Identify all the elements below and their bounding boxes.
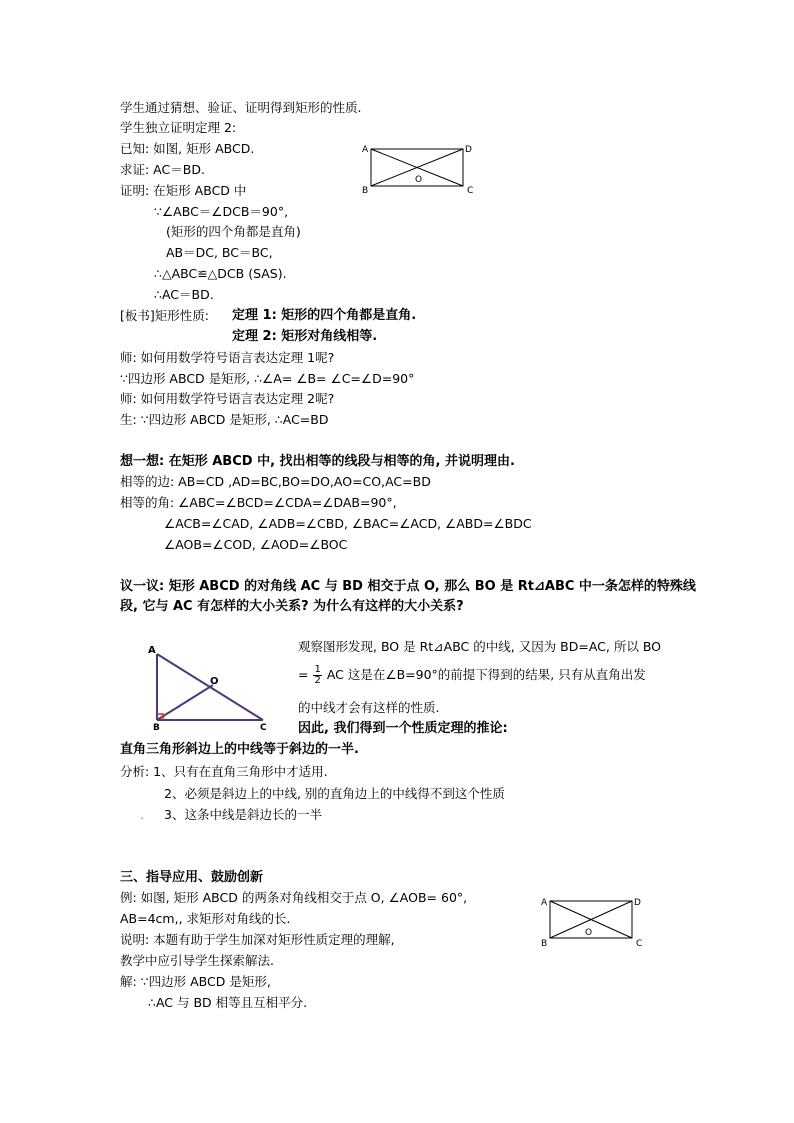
text-line: ∴AC 与 BD 相等且互相平分.	[148, 995, 308, 1010]
text-line: 因此, 我们得到一个性质定理的推论:	[298, 721, 508, 736]
text-line: 例: 如图, 矩形 ABCD 的两条对角线相交于点 O, ∠AOB= 60°,	[120, 890, 468, 905]
text-line: (矩形的四个角都是直角)	[166, 224, 301, 239]
text-line: 学生独立证明定理 2:	[120, 120, 237, 135]
rectangle-figure-2	[538, 893, 648, 951]
text-line: 生: ∵四边形 ABCD 是矩形, ∴AC=BD	[120, 412, 329, 427]
text-line: 观察图形发现, BO 是 Rt⊿ABC 的中线, 又因为 BD=AC, 所以 BO	[298, 639, 662, 654]
theorem-2: 定理 2: 矩形对角线相等.	[232, 329, 378, 344]
text-line: 2、必须是斜边上的中线, 别的直角边上的中线得不到这个性质	[164, 786, 505, 801]
text-line: 师: 如何用数学符号语言表达定理 2呢?	[120, 391, 335, 406]
text-line: 说明: 本题有助于学生加深对矩形性质定理的理解,	[120, 932, 395, 947]
text-line: 3、这条中线是斜边长的一半	[164, 807, 322, 822]
text-line: 解: ∵四边形 ABCD 是矩形,	[120, 974, 271, 989]
text-line: ∠AOB=∠COD, ∠AOD=∠BOC	[164, 537, 348, 552]
text-rest: AC 这是在∠B=90°的前提下得到的结果, 只有从直角出发	[326, 667, 646, 682]
fraction-denominator: 2	[314, 675, 321, 686]
text-line: 教学中应引导学生探索解法.	[120, 953, 274, 968]
text-line: AB=4cm,, 求矩形对角线的长.	[120, 911, 291, 926]
triangle-figure	[145, 640, 275, 733]
text-line: 已知: 如图, 矩形 ABCD.	[120, 141, 255, 156]
text-line: 的中线才会有这样的性质.	[298, 700, 440, 715]
label-d: D	[465, 145, 472, 155]
text-line: 相等的角: ∠ABC=∠BCD=∠CDA=∠DAB=90°,	[120, 495, 397, 510]
text-line: AB＝DC, BC＝BC,	[166, 245, 273, 260]
label-o: O	[585, 928, 593, 938]
think-title: 想一想: 在矩形 ABCD 中, 找出相等的线段与相等的角, 并说明理由.	[120, 454, 515, 469]
text-line: 分析: 1、只有在直角三角形中才适用.	[120, 764, 328, 779]
text-line: 求证: AC＝BD.	[120, 162, 205, 177]
text-line: 学生通过猜想、验证、证明得到矩形的性质.	[120, 100, 362, 115]
text-line-fraction	[298, 664, 646, 686]
discuss-line: 段, 它与 AC 有怎样的大小关系? 为什么有这样的大小关系?	[120, 599, 464, 614]
text-line: ∴AC＝BD.	[154, 287, 214, 302]
label-b: B	[153, 723, 160, 733]
label-d: D	[634, 898, 641, 908]
corollary: 直角三角形斜边上的中线等于斜边的一半.	[120, 742, 359, 757]
text-line: 相等的边: AB=CD ,AD=BC,BO=DO,AO=CO,AC=BD	[120, 474, 431, 489]
label-o: O	[210, 676, 219, 687]
label-c: C	[260, 723, 267, 733]
label-c: C	[636, 939, 643, 949]
text-line: ∵四边形 ABCD 是矩形, ∴∠A= ∠B= ∠C=∠D=90°	[120, 371, 415, 386]
dot-mark: .	[140, 807, 144, 822]
text-line: ∵∠ABC＝∠DCB＝90°,	[154, 204, 289, 219]
rectangle-figure	[358, 140, 478, 198]
equals-sign: =	[298, 667, 309, 682]
label-o: O	[415, 175, 423, 185]
board-prefix: [板书]矩形性质:	[120, 308, 209, 323]
text-line: ∴△ABC≌△DCB (SAS).	[154, 266, 287, 281]
label-b: B	[362, 186, 369, 196]
section-title: 三、指导应用、鼓励创新	[120, 870, 264, 885]
label-a: A	[362, 145, 369, 155]
discuss-line: 议一议: 矩形 ABCD 的对角线 AC 与 BD 相交于点 O, 那么 BO 是 Rt⊿ABC 中一条怎样的特殊线	[120, 579, 696, 594]
label-b: B	[541, 939, 548, 949]
theorem-1: 定理 1: 矩形的四个角都是直角.	[232, 308, 417, 323]
fraction-numerator: 1	[314, 664, 321, 675]
label-a: A	[148, 645, 156, 656]
fraction	[313, 665, 321, 686]
label-c: C	[467, 186, 474, 196]
text-line: 证明: 在矩形 ABCD 中	[120, 183, 247, 198]
label-a: A	[541, 898, 548, 908]
text-line: ∠ACB=∠CAD, ∠ADB=∠CBD, ∠BAC=∠ACD, ∠ABD=∠BDC	[164, 516, 532, 531]
text-line: 师: 如何用数学符号语言表达定理 1呢?	[120, 350, 335, 365]
